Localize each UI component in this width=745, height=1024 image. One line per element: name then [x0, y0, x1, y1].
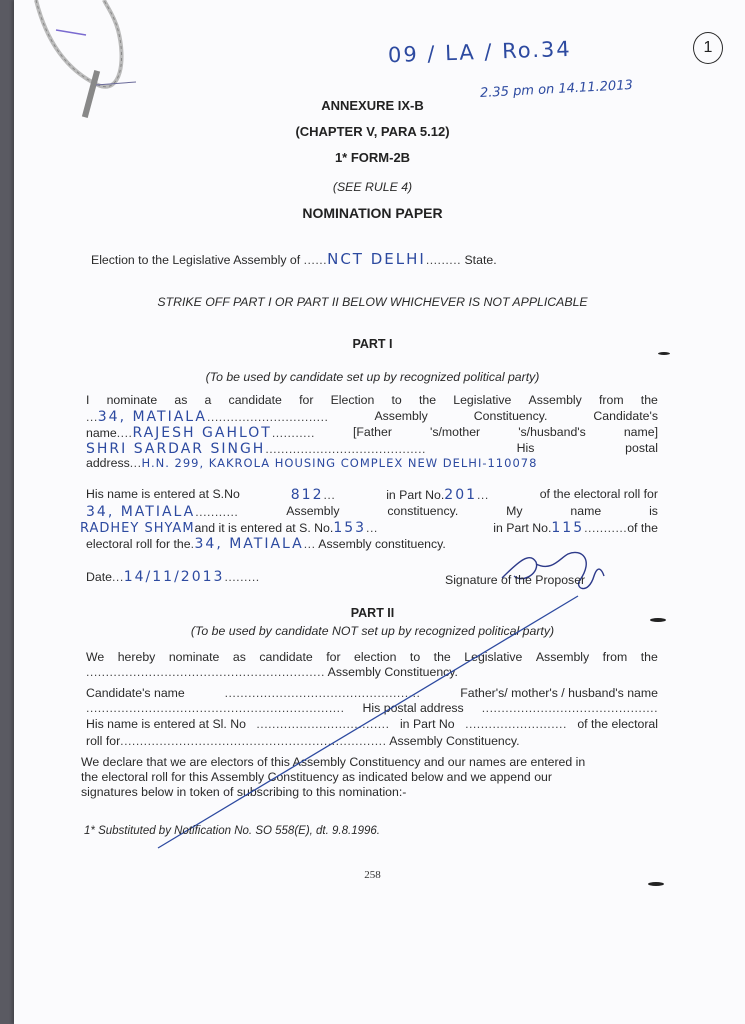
part2-line2: ............................................................. Assembly Constituency.: [86, 665, 458, 679]
rule-note: (SEE RULE 4): [332, 180, 413, 194]
proposer-filled: RADHEY SHYAM: [80, 521, 195, 536]
part1-subheading: (To be used by candidate set up by recognized political party): [205, 370, 540, 384]
election-line: Election to the Legislative Assembly of ......NCT DELHI......... State.: [91, 250, 497, 268]
part2-line3: Candidate's name .................................................. Father's/ mother's / husband's name: [86, 686, 658, 700]
strike-note: STRIKE OFF PART I OR PART II BELOW WHICHEVER IS NOT APPLICABLE: [157, 295, 588, 309]
page-title: NOMINATION PAPER: [302, 205, 443, 221]
part2-line1: We hereby nominate as candidate for election to the Legislative Assembly from the: [86, 650, 658, 664]
constituency-filled: 34, MATIALA: [97, 409, 207, 425]
part2-heading: PART II: [350, 606, 395, 620]
page-number: 258: [364, 869, 381, 881]
proposer-part-filled: 115: [551, 520, 585, 536]
form-heading: 1* FORM-2B: [334, 150, 411, 165]
part1-line7: 34, MATIALA........... Assembly constituency. My name is: [86, 504, 658, 520]
signature-label: Signature of the Proposer: [445, 573, 586, 587]
candidate-name-filled: RAJESH GAHLOT: [132, 425, 272, 441]
part2-subheading: (To be used by candidate NOT set up by recognized political party): [190, 624, 555, 638]
father-name-filled: SHRI SARDAR SINGH: [86, 441, 266, 457]
part1-line6: His name is entered at S.No 812... in Part No.201... of the electoral roll for: [86, 487, 658, 503]
part1-line8: RADHEY SHYAMand it is entered at S. No.153... in Part No.115...........of the: [80, 520, 658, 536]
page-circle-number: 1: [693, 32, 723, 64]
part1-line4: SHRI SARDAR SINGH......................................... His postal: [86, 441, 658, 457]
part1-line2: ...34, MATIALA............................... Assembly Constituency. Candidate's: [86, 409, 658, 425]
part2-line4: .................................................................. His postal address .............................................: [86, 701, 658, 715]
proposer-sno-filled: 153: [333, 520, 367, 536]
part2-line5: His name is entered at Sl. No .................................. in Part No .......................... of the electoral: [86, 717, 658, 731]
file-number-handwritten: 09 / LA / Ro.34: [387, 36, 573, 68]
time-note-handwritten: 2.35 pm on 14.11.2013: [479, 78, 634, 101]
part1-heading: PART I: [352, 337, 393, 351]
election-suffix: State.: [464, 253, 497, 267]
footnote: 1* Substituted by Notification No. SO 558(E), dt. 9.8.1996.: [84, 825, 380, 837]
election-prefix: Election to the Legislative Assembly of: [91, 253, 301, 267]
part-filled: 201: [444, 487, 478, 503]
part2-line6: roll for.................................................................... Assembly Constituency.: [86, 734, 520, 748]
annexure-heading: ANNEXURE IX-B: [321, 98, 424, 113]
part1-line9: electoral roll for the.34, MATIALA... Assembly constituency.: [86, 536, 446, 552]
state-filled: NCT DELHI: [327, 250, 426, 268]
part1-line1: I nominate as a candidate for Election to the Legislative Assembly from the: [86, 393, 658, 407]
constituency2-filled: 34, MATIALA: [86, 504, 196, 520]
date-filled: 14/11/2013: [123, 569, 225, 585]
part1-line3: name....RAJESH GAHLOT........... [Father 's/mother 's/husband's name]: [86, 425, 658, 441]
scan-mark: [648, 882, 664, 886]
strike-through-line: [150, 592, 590, 857]
constituency3-filled: 34, MATIALA: [194, 536, 304, 552]
address-filled: H.N. 299, KAKROLA HOUSING COMPLEX NEW DELHI-110078: [141, 456, 538, 470]
sno-filled: 812: [290, 487, 324, 503]
declaration-text: We declare that we are electors of this Assembly Constituency and our names are entered in the electoral roll for this Assembly Constituency as indicated below and we append our signatures below in token of subscribing to this nomination:-: [81, 755, 586, 799]
chapter-heading: (CHAPTER V, PARA 5.12): [295, 124, 450, 139]
scan-mark: [650, 618, 666, 622]
date-line: Date...14/11/2013.........: [86, 569, 260, 585]
part1-line5: address...H.N. 299, KAKROLA HOUSING COMPLEX NEW DELHI-110078: [86, 456, 538, 470]
scan-mark: [658, 352, 670, 355]
